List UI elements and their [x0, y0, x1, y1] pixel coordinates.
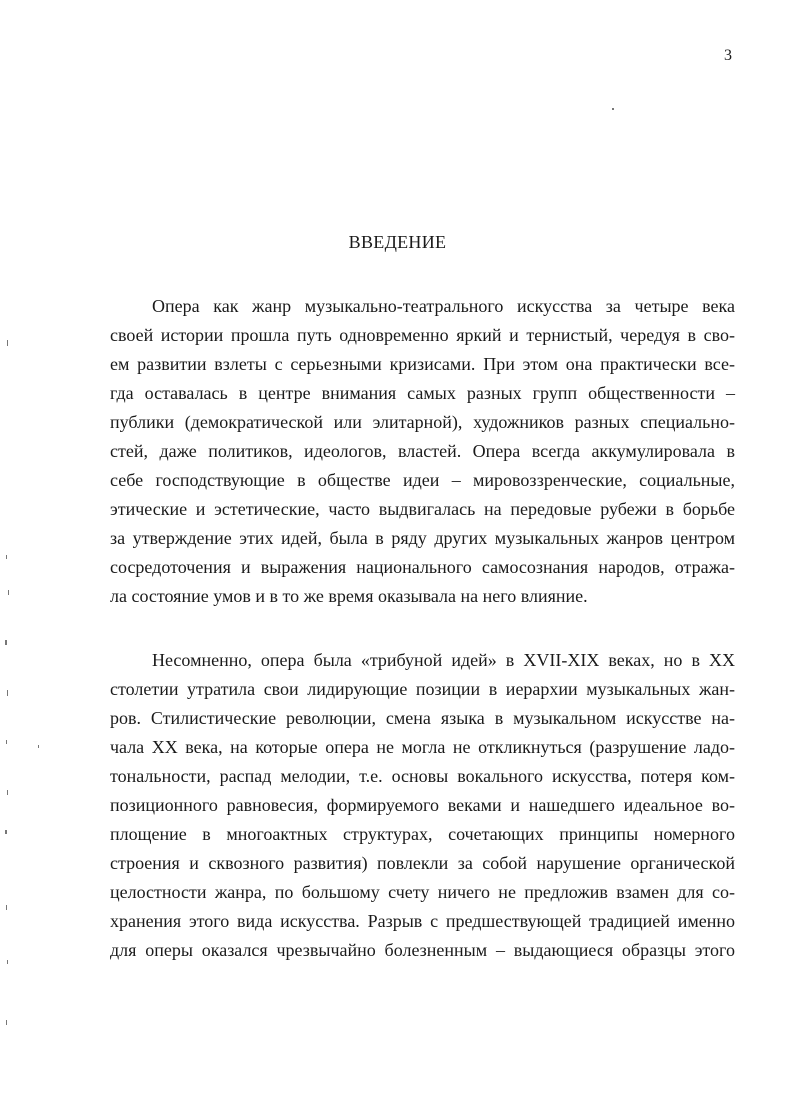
- scan-artifact: [38, 745, 39, 748]
- text-line: позиционного равновесия, формируемого веками и нашедшего идеальное во-: [110, 795, 735, 815]
- scan-artifact: [6, 1020, 7, 1025]
- scan-artifact: [8, 590, 9, 595]
- scan-artifact: [6, 555, 7, 559]
- text-line: чала XX века, на которые опера не могла не откликнуться (разрушение ладо-: [110, 737, 735, 757]
- text-line: площение в многоактных структурах, сочетающих принципы номерного: [110, 824, 735, 844]
- text-line: ем развитии взлеты с серьезными кризисами. При этом она практически все-: [110, 354, 735, 374]
- text-line: стей, даже политиков, идеологов, властей. Опера всегда аккумулировала в: [110, 441, 735, 461]
- page-number: 3: [724, 47, 732, 64]
- scan-artifact: [7, 790, 8, 795]
- text-line: Опера как жанр музыкально-театрального искусства за четыре века: [152, 296, 735, 316]
- text-line: публики (демократической или элитарной), художников разных специально-: [110, 412, 735, 432]
- scan-artifact: [7, 960, 8, 964]
- text-line: ла состояние умов и в то же время оказывала на него влияние.: [110, 586, 588, 606]
- text-line: целостности жанра, по большому счету ничего не предложив взамен для со-: [110, 882, 735, 902]
- text-line: себе господствующие в обществе идеи – мировоззренческие, социальные,: [110, 470, 735, 490]
- scan-artifact: [7, 690, 8, 696]
- text-line: сосредоточения и выражения национального самосознания народов, отража-: [110, 557, 735, 577]
- text-line: ров. Стилистические революции, смена языка в музыкальном искусстве на-: [110, 708, 735, 728]
- text-line: Несомненно, опера была «трибуной идей» в XVII-XIX веках, но в XX: [152, 650, 735, 670]
- scan-artifact: [6, 905, 7, 910]
- text-line: хранения этого вида искусства. Разрыв с предшествующей традицией именно: [110, 911, 735, 931]
- paragraph-2: [110, 646, 735, 965]
- scan-artifact: [612, 108, 614, 110]
- text-line: для оперы оказался чрезвычайно болезненным – выдающиеся образцы этого: [110, 940, 735, 960]
- paragraph-1: [110, 292, 735, 611]
- text-line: своей истории прошла путь одновременно яркий и тернистый, чередуя в сво-: [110, 325, 735, 345]
- text-line: гда оставалась в центре внимания самых разных групп общественности –: [110, 383, 735, 403]
- scan-artifact: [5, 640, 7, 645]
- text-line: столетии утратила свои лидирующие позиции в иерархии музыкальных жан-: [110, 679, 735, 699]
- page-title: ВВЕДЕНИЕ: [348, 232, 447, 252]
- text-line: за утверждение этих идей, была в ряду других музыкальных жанров центром: [110, 528, 735, 548]
- text-line: этические и эстетические, часто выдвигалась на передовые рубежи в борьбе: [110, 499, 735, 519]
- scan-artifact: [5, 830, 7, 834]
- scan-artifact: [7, 340, 8, 346]
- text-line: тональности, распад мелодии, т.е. основы вокального искусства, потеря ком-: [110, 766, 735, 786]
- text-line: строения и сквозного развития) повлекли за собой нарушение органической: [110, 853, 735, 873]
- scan-artifact: [6, 740, 7, 744]
